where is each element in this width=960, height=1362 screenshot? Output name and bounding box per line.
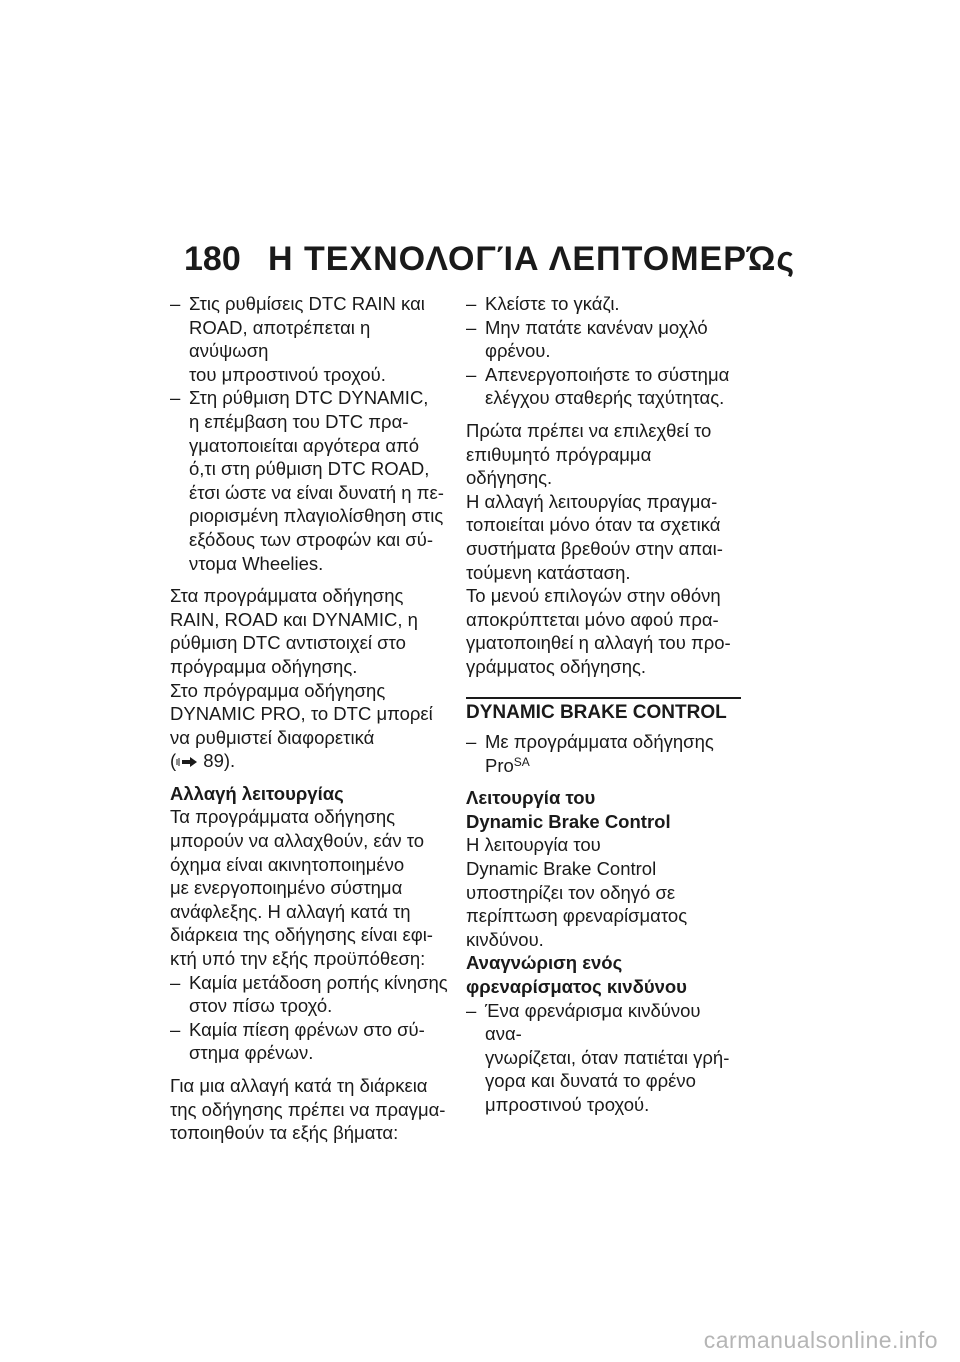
text-line: Πρώτα πρέπει να επιλεχθεί το [466,419,712,441]
list-item [466,999,741,1117]
text-line: Με προγράμματα οδήγησης [485,731,714,753]
heading-mode-change: Αλλαγή λειτουργίας [170,782,344,804]
text-line: διάρκεια της οδήγησης είναι εφι- [170,924,433,946]
text-line: γράμματος οδήγησης. [466,655,647,677]
text-line: Απενεργοποιήστε το σύστημα [485,363,730,385]
text-line: μπορούν να αλλαχθούν, εάν το [170,830,425,852]
text-line: του μπροστινού τροχού. [189,363,386,385]
text-line: Στο πρόγραμμα οδήγησης [170,679,386,701]
left-column [170,292,450,1145]
text-line: Dynamic Brake Control [466,858,657,880]
page-number: 180 [184,240,241,278]
text-line: ρύθμιση DTC αντιστοιχεί στο [170,632,406,654]
text-line: Καμία μετάδοση ροπής κίνησης [189,971,448,993]
text-line: Για μια αλλαγή κατά τη διάρκεια [170,1075,428,1096]
text-line: RAIN, ROAD και DYNAMIC, η [170,608,418,630]
text-line: Στα προγράμματα οδήγησης [170,585,404,607]
list-item [170,292,450,386]
dash: – [170,387,181,409]
text-line: ελέγχου σταθερής ταχύτητας. [485,387,725,409]
heading-detection: Αναγνώριση ενός φρεναρίσματος κινδύνου [466,952,687,998]
text-line: φρένου. [485,340,551,362]
text-line: γματοποιείται αργότερα από [189,434,420,456]
text-line: επιθυμητό πρόγραμμα οδήγησης. [466,443,652,489]
text-line: πρόγραμμα οδήγησης. [170,655,358,677]
text-line: τοποιείται μόνο όταν τα σχετικά [466,514,721,536]
list-item [466,363,741,410]
left-list-conditions [170,971,450,1065]
text-line: όχημα είναι ακινητοποιημένο [170,853,405,875]
dash: – [466,999,477,1021]
text-line: Τα προγράμματα οδήγησης [170,806,396,828]
text-line: στημα φρένων. [189,1042,314,1064]
list-item [170,1018,450,1065]
dash: – [170,1018,181,1040]
text-line: υποστηρίζει τον οδηγό σε [466,881,676,903]
text-line: Κλείστε το γκάζι. [485,293,620,314]
dash: – [466,363,477,385]
paragraph-mode-change [170,805,450,970]
text-line: αποκρύπτεται μόνο αφού πρα- [466,608,719,630]
list-item [466,730,741,777]
text-line: γορα και δυνατά το φρένο [485,1070,696,1092]
text-line: Pro$^{SA}$ [485,754,530,776]
text-line: ROAD, αποτρέπεται η ανύψωση [189,316,371,362]
text-line: κινδύνου. [466,928,544,950]
right-list-steps [466,292,741,410]
text-line: Το μενού επιλογών στην οθόνη [466,585,721,607]
paragraph-function [466,833,741,951]
text-line: DYNAMIC PRO, το DTC μπορεί [170,703,433,725]
paragraph-steps-intro [170,1074,450,1145]
right-column [466,292,741,1117]
text-line: μπροστινού τροχού. [485,1094,650,1115]
left-list-dtc [170,292,450,575]
section-title: DYNAMIC BRAKE CONTROL [466,697,741,725]
watermark: carmanualsonline.info [703,1327,938,1353]
text-line: εξόδους των στροφών και σύ- [189,528,433,550]
text-line: Η αλλαγή λειτουργίας πραγμα- [466,490,718,512]
page-header [184,240,796,288]
heading-function: Λειτουργία του Dynamic Brake Control [466,787,671,832]
text-line: Στη ρύθμιση DTC DYNAMIC, [189,387,429,409]
text-line: Καμία πίεση φρένων στο σύ- [189,1018,425,1040]
text-line: ό,τι στη ρύθμιση DTC ROAD, [189,458,430,480]
chapter-title: Η ΤΕΧΝΟΛΟΓΊΑ ΛΕΠΤΟΜΕΡΏς [268,240,796,278]
text-line: Στις ρυθμίσεις DTC RAIN και [189,293,425,314]
reference-page: 89). [198,750,236,772]
text-line: τοποιηθούν τα εξής βήματα: [170,1122,399,1144]
text-line: της οδήγησης πρέπει να πραγμα- [170,1098,446,1120]
text-line: η επέμβαση του DTC πρα- [189,410,409,432]
text-line: συστήματα βρεθούν στην απαι- [466,537,723,559]
list-item [170,971,450,1018]
dash: – [170,971,181,993]
right-list-detection [466,999,741,1117]
text-line: με ενεργοποιημένο σύστημα [170,877,403,899]
dash: – [466,731,477,753]
text-line: Μην πατάτε κανέναν μοχλό [485,316,708,338]
text-line: περίπτωση φρεναρίσματος [466,905,688,927]
list-item [466,316,741,363]
text-line: κτή υπό την εξής προϋπόθεση: [170,948,426,970]
dash: – [170,293,181,314]
text-line: τούμενη κατάσταση. [466,561,631,583]
text-line: να ρυθμιστεί διαφορετικά [170,726,375,748]
paragraph-selection [466,419,741,679]
superscript: SA [513,754,530,769]
list-item [466,292,741,316]
text-line: γνωρίζεται, όταν πατιέται γρή- [485,1046,730,1068]
dash: – [466,316,477,338]
text-line: ανάφλεξης. Η αλλαγή κατά τη [170,900,411,922]
list-item [170,386,450,575]
text-line: ριορισμένη πλαγιολίσθηση στις [189,505,444,527]
text-line: ντομα Wheelies. [189,552,324,574]
paragraph-drive-modes [170,584,450,773]
page-reference[interactable]: ( 89). [170,750,236,772]
dash: – [466,293,477,314]
text-line: γματοποιηθεί η αλλαγή του προ- [466,632,731,654]
arrow-right-icon [176,756,198,768]
text-line: Η λειτουργία του [466,834,601,856]
text-line: έτσι ώστε να είναι δυνατή η πε- [189,481,444,503]
text-line: στον πίσω τροχό. [189,995,333,1017]
text-line: Ένα φρενάρισμα κινδύνου ανα- [485,999,701,1045]
